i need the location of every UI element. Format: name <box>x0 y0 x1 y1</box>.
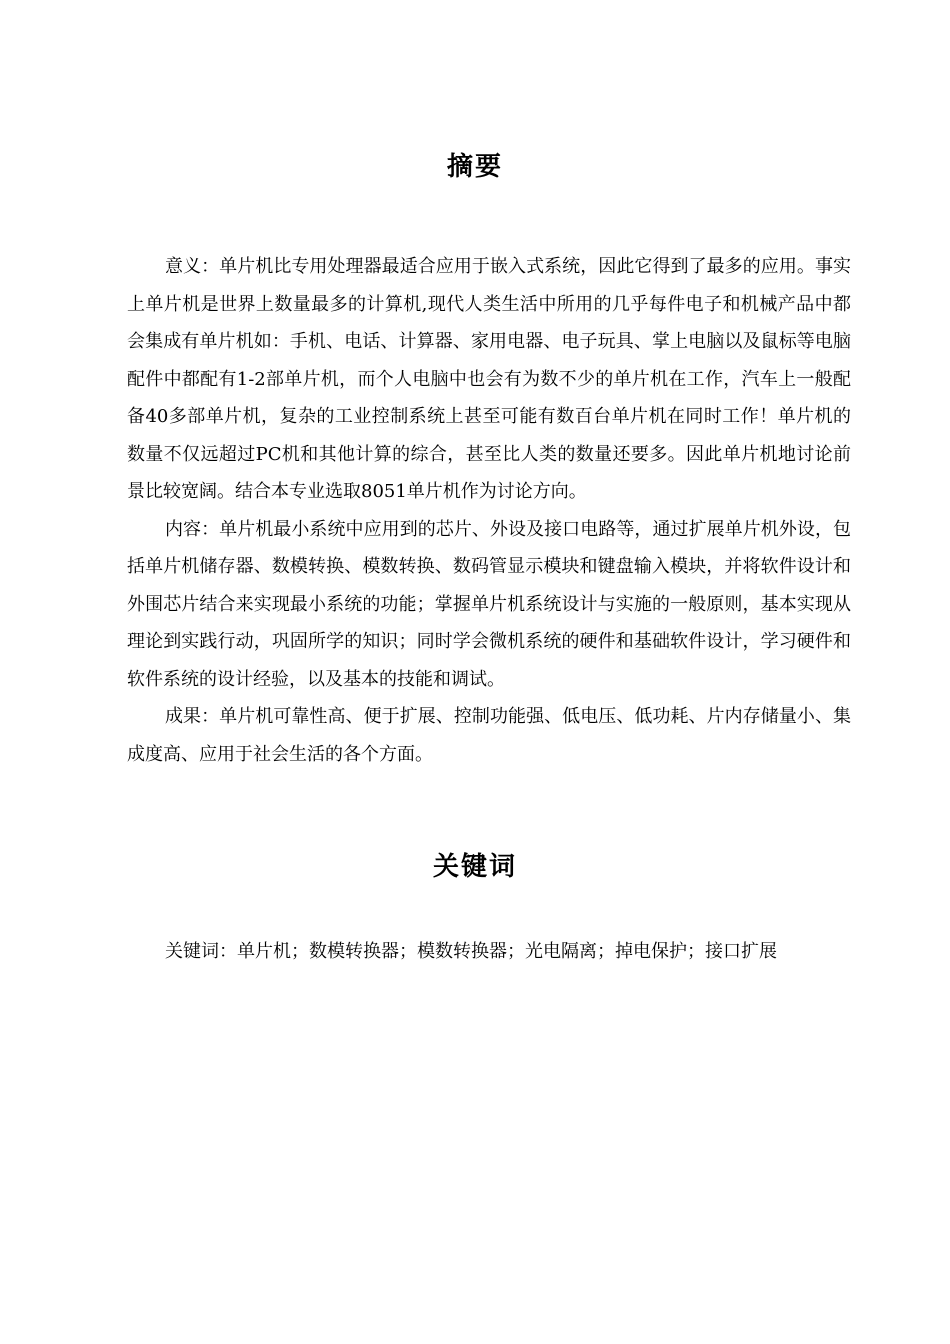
abstract-heading: 摘要 <box>446 152 503 182</box>
abstract-paragraph-content: 内容：单片机最小系统中应用到的芯片、外设及接口电路等，通过扩展单片机外设，包括单片机储存器、数模转换、模数转换、数码管显示模块和键盘输入模块，并将软件设计和外围芯片结合来实现最小系统的功能；掌握单片机系统设计与实施的一般原则，基本实现从理论到实践行动，巩固所学的知识；同时学会微机系统的硬件和基础软件设计，学习硬件和软件系统的设计经验，以及基本的技能和调试。 <box>127 518 851 690</box>
abstract-paragraph-significance: 意义：单片机比专用处理器最适合应用于嵌入式系统，因此它得到了最多的应用。事实上单片机是世界上数量最多的计算机,现代人类生活中所用的几乎每件电子和机械产品中都会集成有单片机如：手机、电话、计算器、家用电器、电子玩具、掌上电脑以及鼠标等电脑配件中都配有1-2部单片机，而个人电脑中也会有为数不少的单片机在工作，汽车上一般配备40多部单片机，复杂的工业控制系统上甚至可能有数百台单片机在同时工作！单片机的数量不仅远超过PC机和其他计算的综合，甚至比人类的数量还要多。因此单片机地讨论前景比较宽阔。结合本专业选取8051单片机作为讨论方向。 <box>127 256 851 502</box>
abstract-paragraph-results: 成果：单片机可靠性高、便于扩展、控制功能强、低电压、低功耗、片内存储量小、集成度高、应用于社会生活的各个方面。 <box>127 706 851 765</box>
abstract-body <box>127 248 851 773</box>
keywords-heading: 关键词 <box>432 852 517 882</box>
keywords-line: 关键词：单片机；数模转换器；模数转换器；光电隔离；掉电保护；接口扩展 <box>165 941 777 962</box>
